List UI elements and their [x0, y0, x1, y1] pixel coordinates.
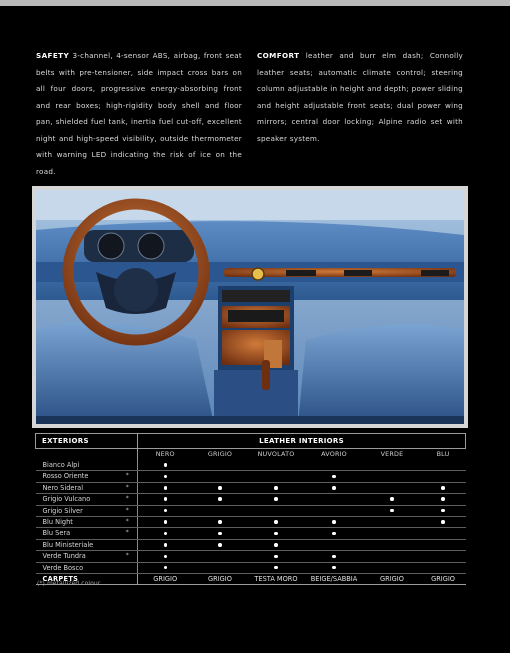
- metallic-mark: *: [118, 517, 138, 528]
- comfort-paragraph: [257, 48, 463, 147]
- availability-dot: [164, 497, 168, 501]
- availability-cell: [421, 482, 466, 493]
- availability-dot: [390, 497, 394, 501]
- metallic-mark: [118, 539, 138, 550]
- availability-dot: [218, 532, 222, 536]
- availability-dot: [274, 566, 278, 570]
- availability-cell: [248, 471, 305, 482]
- availability-cell: [138, 494, 193, 505]
- top-band: [0, 0, 510, 6]
- availability-dot: [441, 509, 445, 513]
- availability-cell: [193, 539, 248, 550]
- availability-cell: [364, 517, 421, 528]
- carpets-label: CARPETS: [36, 574, 138, 585]
- availability-dot: [218, 543, 222, 547]
- availability-dot: [164, 475, 168, 479]
- availability-cell: [421, 528, 466, 539]
- metallic-mark: *: [118, 551, 138, 562]
- availability-dot: [390, 509, 394, 513]
- safety-heading: SAFETY: [36, 51, 70, 60]
- availability-dot: [164, 555, 168, 559]
- table-row: [36, 562, 466, 573]
- availability-cell: [364, 471, 421, 482]
- table-row: [36, 517, 466, 528]
- exterior-colour-name: Bianco Alpi: [36, 460, 118, 471]
- metallic-mark: *: [118, 505, 138, 516]
- colour-table: [35, 433, 466, 585]
- availability-cell: [248, 482, 305, 493]
- interior-column: NUVOLATO: [257, 450, 295, 459]
- availability-dot: [164, 509, 168, 513]
- availability-cell: [138, 562, 193, 573]
- availability-cell: [305, 482, 364, 493]
- carpet-colour: GRIGIO: [138, 574, 193, 585]
- availability-cell: [305, 551, 364, 562]
- availability-cell: [138, 539, 193, 550]
- availability-dot: [218, 497, 222, 501]
- availability-cell: [305, 494, 364, 505]
- availability-cell: [364, 482, 421, 493]
- availability-cell: [248, 551, 305, 562]
- availability-cell: [193, 505, 248, 516]
- availability-cell: [138, 482, 193, 493]
- interior-column: NERO: [155, 450, 175, 459]
- availability-cell: [421, 562, 466, 573]
- availability-cell: [193, 460, 248, 471]
- availability-dot: [332, 532, 336, 536]
- availability-cell: [248, 460, 305, 471]
- table-row: [36, 539, 466, 550]
- availability-cell: [421, 460, 466, 471]
- comfort-heading: COMFORT: [257, 51, 300, 60]
- availability-cell: [364, 551, 421, 562]
- carpet-colour: BEIGE/SABBIA: [305, 574, 364, 585]
- availability-dot: [274, 532, 278, 536]
- availability-dot: [164, 566, 168, 570]
- availability-dot: [164, 486, 168, 490]
- interior-photo: [32, 186, 468, 428]
- availability-dot: [274, 555, 278, 559]
- availability-dot: [441, 497, 445, 501]
- exterior-colour-name: Nero Sideral: [36, 482, 118, 493]
- availability-cell: [364, 494, 421, 505]
- availability-cell: [248, 494, 305, 505]
- table-row: [36, 505, 466, 516]
- exterior-colour-name: Grigio Silver: [36, 505, 118, 516]
- availability-cell: [305, 517, 364, 528]
- interior-column: BLU: [436, 450, 450, 459]
- exterior-colour-name: Verde Bosco: [36, 562, 118, 573]
- table-row: [36, 460, 466, 471]
- availability-dot: [164, 463, 168, 467]
- availability-dot: [332, 486, 336, 490]
- availability-cell: [421, 539, 466, 550]
- availability-cell: [138, 528, 193, 539]
- comfort-text: leather and burr elm dash; Connolly leather seats; automatic climate control; steering column adjustable in height and depth; power sliding and height adjustable front seats; dual power wing mirrors; central door locking; Alpine radio set with speaker system.: [257, 51, 463, 143]
- table-row: [36, 551, 466, 562]
- interior-column: AVORIO: [321, 450, 347, 459]
- availability-cell: [248, 528, 305, 539]
- availability-cell: [421, 505, 466, 516]
- metallic-mark: *: [118, 471, 138, 482]
- leather-interiors-header: LEATHER INTERIORS: [138, 434, 466, 449]
- availability-dot: [164, 543, 168, 547]
- availability-dot: [441, 520, 445, 524]
- availability-cell: [193, 471, 248, 482]
- availability-cell: [421, 517, 466, 528]
- availability-cell: [193, 482, 248, 493]
- availability-cell: [364, 562, 421, 573]
- exterior-colour-name: Blu Night: [36, 517, 118, 528]
- metallic-mark: *: [118, 528, 138, 539]
- availability-cell: [138, 505, 193, 516]
- metallic-mark: *: [118, 494, 138, 505]
- exterior-colour-name: Verde Tundra: [36, 551, 118, 562]
- safety-paragraph: [36, 48, 242, 180]
- dashboard-illustration: [36, 190, 464, 424]
- table-row: [36, 482, 466, 493]
- availability-cell: [248, 505, 305, 516]
- availability-cell: [193, 528, 248, 539]
- availability-dot: [164, 532, 168, 536]
- availability-cell: [305, 528, 364, 539]
- carpet-colour: GRIGIO: [193, 574, 248, 585]
- exterior-colour-name: Rosso Oriente: [36, 471, 118, 482]
- availability-cell: [305, 562, 364, 573]
- availability-cell: [138, 471, 193, 482]
- availability-dot: [274, 520, 278, 524]
- exterior-colour-name: Grigio Vulcano: [36, 494, 118, 505]
- availability-cell: [305, 460, 364, 471]
- availability-cell: [421, 551, 466, 562]
- availability-cell: [248, 562, 305, 573]
- availability-cell: [364, 528, 421, 539]
- availability-cell: [193, 551, 248, 562]
- availability-cell: [193, 517, 248, 528]
- exterior-colour-name: Blu Ministeriale: [36, 539, 118, 550]
- metallic-mark: [118, 562, 138, 573]
- availability-cell: [364, 539, 421, 550]
- table-row: [36, 471, 466, 482]
- availability-cell: [421, 494, 466, 505]
- availability-cell: [305, 471, 364, 482]
- availability-dot: [332, 555, 336, 559]
- availability-cell: [248, 539, 305, 550]
- interior-column: GRIGIO: [207, 450, 233, 459]
- exterior-colour-name: Blu Sera: [36, 528, 118, 539]
- safety-text: 3-channel, 4-sensor ABS, airbag, front seat belts with pre-tensioner, side impact cross bars on all four doors, progressive energy-absorbing front and rear boxes; high-rigidity body shell and floor pan, shielded fuel tank, inertia fuel cut-off, excellent night and high-speed visibility, outside thermometer with warning LED indicating the risk of ice on the road.: [36, 51, 242, 176]
- availability-cell: [421, 471, 466, 482]
- exteriors-header: EXTERIORS: [36, 434, 138, 449]
- availability-cell: [138, 460, 193, 471]
- availability-cell: [138, 551, 193, 562]
- availability-cell: [138, 517, 193, 528]
- table-row: [36, 494, 466, 505]
- availability-cell: [364, 460, 421, 471]
- carpet-colour: TESTA MORO: [248, 574, 305, 585]
- carpet-colour: GRIGIO: [421, 574, 466, 585]
- table-row: [36, 528, 466, 539]
- metallic-mark: *: [118, 482, 138, 493]
- availability-dot: [274, 497, 278, 501]
- metallic-mark: [118, 460, 138, 471]
- availability-cell: [248, 517, 305, 528]
- availability-dot: [274, 486, 278, 490]
- availability-cell: [364, 505, 421, 516]
- carpet-colour: GRIGIO: [364, 574, 421, 585]
- availability-dot: [441, 486, 445, 490]
- availability-cell: [193, 494, 248, 505]
- availability-dot: [332, 520, 336, 524]
- availability-dot: [332, 566, 336, 570]
- availability-dot: [218, 486, 222, 490]
- availability-dot: [274, 543, 278, 547]
- availability-cell: [193, 562, 248, 573]
- interior-column: VERDE: [380, 450, 404, 459]
- availability-dot: [332, 475, 336, 479]
- availability-dot: [218, 520, 222, 524]
- availability-cell: [305, 505, 364, 516]
- availability-cell: [305, 539, 364, 550]
- availability-dot: [164, 520, 168, 524]
- footnote: (*) metallized colour: [37, 581, 101, 587]
